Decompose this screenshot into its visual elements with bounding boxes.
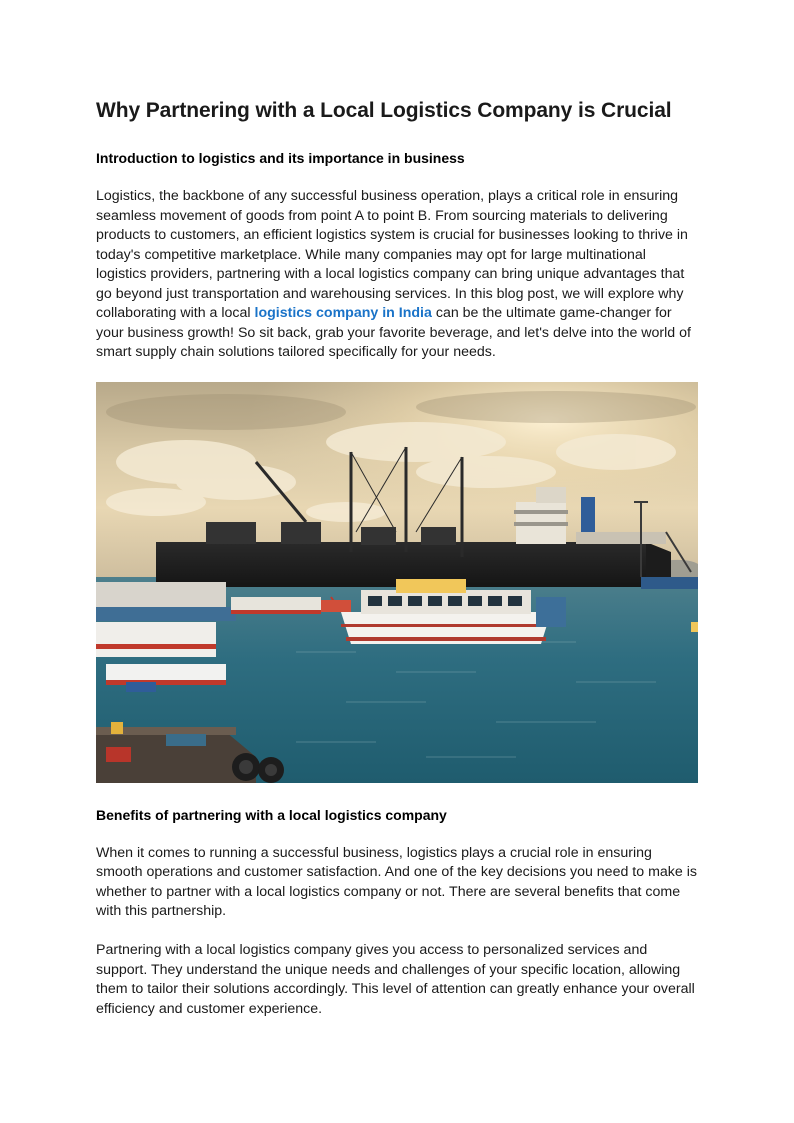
benefits-paragraph-1: When it comes to running a successful business, logistics plays a crucial role in ensuring smooth operations and customer satisfaction. And one of the key decisions you need to make is whether to partner with a local logistics company or not. There are several benefits that come with this partnership. [96, 844, 697, 919]
section-heading-benefits: Benefits of partnering with a local logistics company [96, 806, 447, 823]
page-title: Why Partnering with a Local Logistics Company is Crucial [96, 99, 672, 122]
harbor-boats-left [96, 582, 236, 692]
harbor-photo [96, 382, 698, 783]
intro-text-start: Logistics, the backbone of any successful business operation, plays a critical role in ensuring seamless movement of goods from point A to point B. From sourcing materials to delivering products to customers, an efficient logistics system is crucial for businesses looking to thrive in today's competitive marketplace. While many companies may opt for large multinational logistics providers, partnering with a local logistics company can bring unique advantages that go beyond just transportation and warehousing services. In this blog post, we will explore why collaborating with a local [96, 188, 688, 321]
benefits-paragraph-2: Partnering with a local logistics company gives you access to personalized services and support. They understand the unique needs and challenges of your specific location, allowing them to tailor their solutions accordingly. This level of attention can greatly enhance your overall efficiency and customer experience. [96, 942, 695, 1017]
logistics-company-link[interactable]: logistics company in India [254, 305, 432, 321]
section-heading-introduction: Introduction to logistics and its importance in business [96, 150, 465, 166]
document-page [96, 96, 698, 1019]
intro-paragraph [96, 187, 698, 363]
intro-text-end: can be the ultimate game-changer for your business growth! So sit back, grab your favorite beverage, and let's delve into the world of smart supply chain solutions tailored specifically for your needs. [96, 305, 691, 360]
